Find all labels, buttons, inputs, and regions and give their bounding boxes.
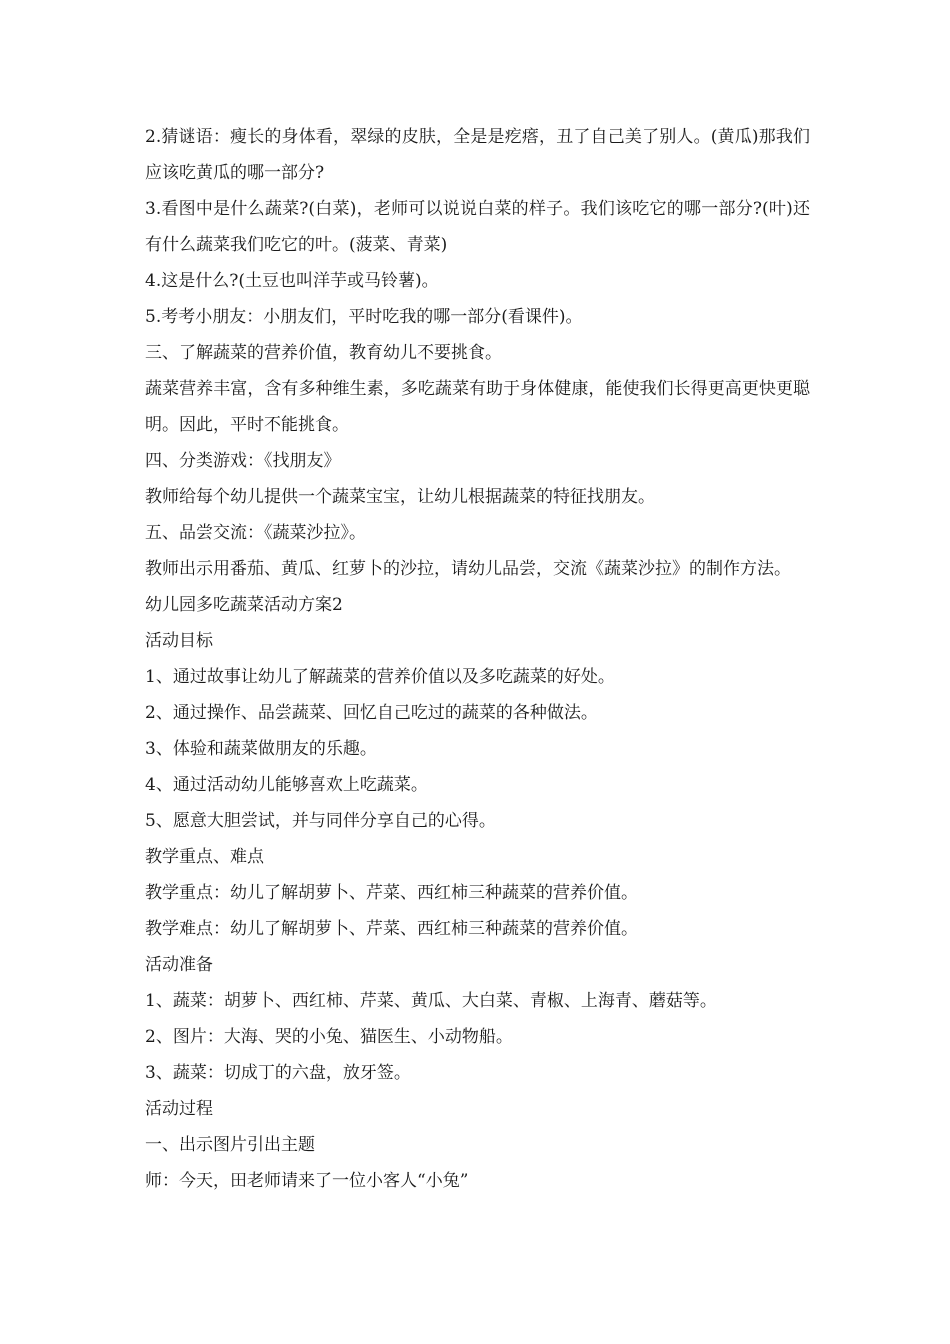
preparation-item-1: 1、蔬菜：胡萝卜、西红柿、芹菜、黄瓜、大白菜、青椒、上海青、蘑菇等。 bbox=[145, 991, 717, 1011]
section-heading-nutrition: 三、了解蔬菜的营养价值，教育幼儿不要挑食。 bbox=[145, 343, 502, 363]
key-point: 教学重点：幼儿了解胡萝卜、芹菜、西红柿三种蔬菜的营养价值。 bbox=[145, 883, 638, 903]
paragraph-nutrition: 蔬菜营养丰富，含有多种维生素，多吃蔬菜有助于身体健康，能使我们长得更高更快更聪明。因此，平时不能挑食。 bbox=[145, 379, 810, 435]
section-heading-tasting: 五、品尝交流：《蔬菜沙拉》。 bbox=[145, 523, 366, 543]
paragraph-quiz: 5.考考小朋友：小朋友们，平时吃我的哪一部分(看课件)。 bbox=[145, 307, 583, 327]
goal-item-5: 5、愿意大胆尝试，并与同伴分享自己的心得。 bbox=[145, 811, 496, 831]
goal-item-2: 2、通过操作、品尝蔬菜、回忆自己吃过的蔬菜的各种做法。 bbox=[145, 703, 598, 723]
heading-goals: 活动目标 bbox=[145, 631, 213, 651]
preparation-item-2: 2、图片：大海、哭的小兔、猫医生、小动物船。 bbox=[145, 1027, 513, 1047]
paragraph-potato: 4.这是什么?(土豆也叫洋芋或马铃薯)。 bbox=[145, 271, 439, 291]
goal-item-3: 3、体验和蔬菜做朋友的乐趣。 bbox=[145, 739, 377, 759]
difficult-point: 教学难点：幼儿了解胡萝卜、芹菜、西红柿三种蔬菜的营养价值。 bbox=[145, 919, 638, 939]
paragraph-cabbage-question: 3.看图中是什么蔬菜?(白菜)，老师可以说说白菜的样子。我们该吃它的哪一部分?(叶)还有什么蔬菜我们吃它的叶。(菠菜、青菜) bbox=[145, 199, 810, 255]
document-subtitle: 幼儿园多吃蔬菜活动方案2 bbox=[145, 595, 343, 615]
goal-item-1: 1、通过故事让幼儿了解蔬菜的营养价值以及多吃蔬菜的好处。 bbox=[145, 667, 615, 687]
paragraph-sorting-game: 教师给每个幼儿提供一个蔬菜宝宝，让幼儿根据蔬菜的特征找朋友。 bbox=[145, 487, 655, 507]
process-step-1: 一、出示图片引出主题 bbox=[145, 1135, 315, 1155]
paragraph-tasting: 教师出示用番茄、黄瓜、红萝卜的沙拉，请幼儿品尝，交流《蔬菜沙拉》的制作方法。 bbox=[145, 559, 791, 579]
goal-item-4: 4、通过活动幼儿能够喜欢上吃蔬菜。 bbox=[145, 775, 428, 795]
heading-process: 活动过程 bbox=[145, 1099, 213, 1119]
heading-preparation: 活动准备 bbox=[145, 955, 213, 975]
document-body bbox=[145, 119, 810, 1199]
section-heading-sorting-game: 四、分类游戏：《找朋友》 bbox=[145, 451, 341, 471]
preparation-item-3: 3、蔬菜：切成丁的六盘，放牙签。 bbox=[145, 1063, 411, 1083]
heading-key-points: 教学重点、难点 bbox=[145, 847, 264, 867]
paragraph-riddle-cucumber: 2.猜谜语：瘦长的身体看，翠绿的皮肤，全是是疙瘩，丑了自己美了别人。(黄瓜)那我们应该吃黄瓜的哪一部分? bbox=[145, 127, 810, 183]
teacher-dialogue: 师：今天，田老师请来了一位小客人“小兔” bbox=[145, 1171, 469, 1191]
